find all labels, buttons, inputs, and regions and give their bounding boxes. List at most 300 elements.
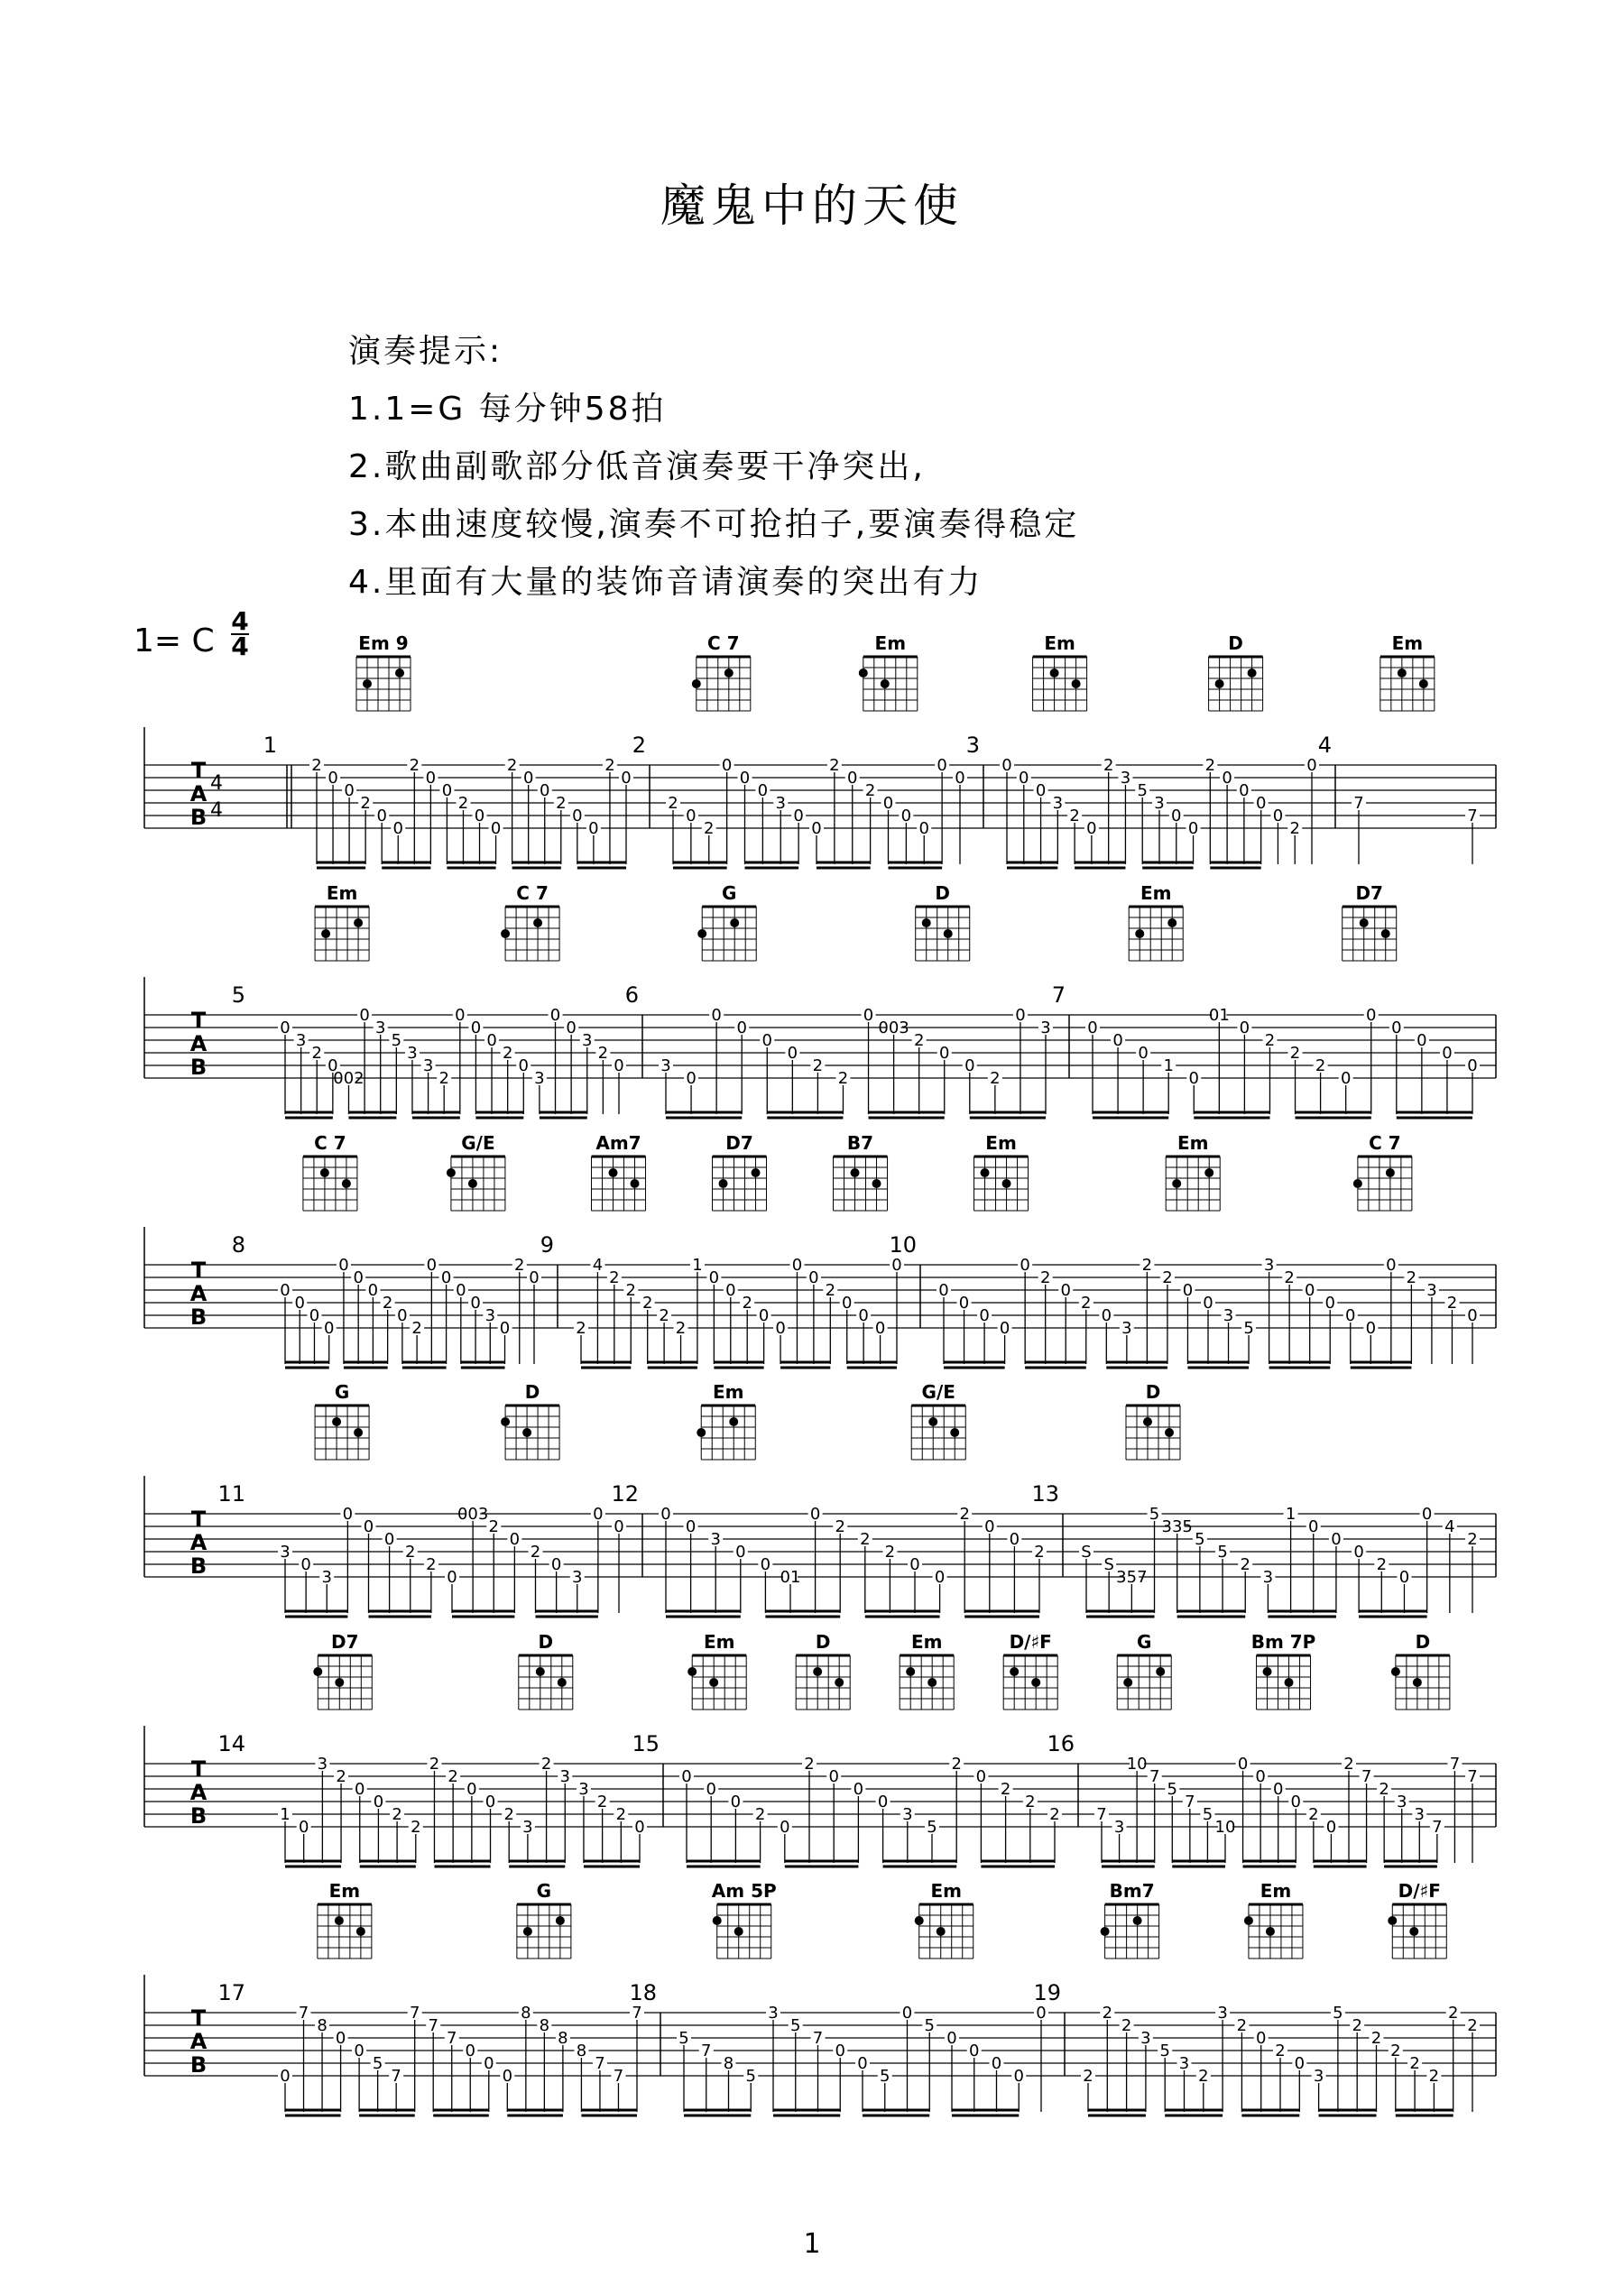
fret-number: 0 [300,1555,311,1574]
measure-number: 1 [263,733,277,758]
measure-number: 12 [611,1481,639,1507]
fret-number: 0 [811,819,822,838]
fret-number: 0 [309,1306,320,1325]
chord-finger-dot [709,1678,718,1687]
chord-name: D [1415,1631,1431,1653]
fret-number: 5 [790,2016,801,2035]
fret-number: 0 [509,1530,521,1549]
chord-finger-dot [354,918,363,927]
chord-diagram-grid [1388,1904,1446,1959]
fret-number: 0 [708,1268,720,1287]
chord-name: D [1145,1381,1161,1403]
fret-number: 0 [877,1793,889,1811]
fret-number: 2 [742,1294,752,1313]
chord-diagram-grid [501,1406,559,1460]
fret-number: 2 [488,1517,499,1536]
fret-number: 2 [837,1069,849,1088]
chord-diagram-grid [1353,1157,1412,1211]
chord-finger-dot [1165,1428,1174,1437]
chord-name: Em [910,1631,943,1653]
chord-diagram-grid [519,1655,573,1710]
fret-number: 0 [758,1306,770,1325]
chord-finger-dot [1072,679,1081,688]
tab-clef-letter: B [189,2052,208,2078]
fret-number: 0 [853,1780,864,1799]
fret-number: 0 [614,1056,624,1075]
fret-number: 0 [946,2029,957,2048]
fret-number: 5 [1149,1505,1160,1524]
fret-number: 0 [791,1256,803,1275]
fret-number: 0 [808,1268,819,1287]
chord-name: Em [1260,1880,1292,1902]
fret-number: 0 [359,1006,370,1025]
fret-number: 7 [701,2042,712,2060]
fret-number: 0 [1087,1018,1098,1037]
chord-diagram-grid [592,1157,646,1211]
measure-number: 14 [217,1731,245,1756]
fret-number: 2 [1198,2067,1209,2086]
chord-finger-dot [522,1428,531,1437]
tab-clef-letter: T [190,1507,207,1532]
chord-finger-dot [501,929,510,938]
fret-number: 0 [1009,1530,1020,1549]
tab-clef-letter: B [189,1803,208,1829]
fret-number: 0 [572,806,583,825]
chord-diagram-grid [713,1904,771,1959]
fret-number: 5 [1167,1780,1178,1799]
fret-number: 3 [902,1805,913,1824]
fret-number: 0 [1353,1543,1364,1562]
fret-number: 2 [804,1755,815,1774]
fret-number: 2 [884,1543,896,1562]
fret-number: 0 [706,1780,716,1799]
fret-number: 003 [457,1505,489,1524]
time-signature-top: 4 [231,606,249,636]
fret-number: 0 [1020,1256,1030,1275]
fret-number: 0 [335,2029,346,2048]
fret-number: 2 [625,1281,636,1300]
chord-name: D7 [331,1631,359,1653]
fret-number: 5 [927,1818,937,1837]
chord-name: D [524,1381,540,1403]
fret-number: 0 [809,1505,821,1524]
fret-number: 0 [367,1281,379,1300]
fret-number: 7 [595,2054,605,2073]
chord-diagram-grid [915,1904,973,1959]
fret-number: 2 [1141,1256,1153,1275]
fret-number: 0 [939,1044,950,1063]
fret-number: 7 [391,2067,401,2086]
fret-number: 2 [1081,1294,1092,1313]
chord-diagram-grid [974,1157,1029,1211]
fret-number: 5 [1202,1805,1213,1824]
fret-number: 7 [1149,1767,1160,1786]
fret-number: 1 [1163,1056,1174,1075]
chord-diagram-grid [1033,657,1087,711]
fret-number: 0 [828,1767,839,1786]
fret-number: 0 [440,1268,452,1287]
fret-number: 7 [428,2016,438,2035]
fret-number: 2 [502,1044,513,1063]
fret-number: 0 [529,1268,540,1287]
fret-number: 2 [754,1805,766,1824]
fret-number: 3 [1052,794,1064,813]
key-signature: 1= C [134,622,215,659]
chord-finger-dot [356,1927,365,1936]
fret-number: 7 [632,2004,642,2023]
fret-number: 2 [1284,1268,1295,1287]
fret-number: 0 [447,1568,457,1587]
fret-number: 2 [812,1056,824,1075]
chord-name: Bm 7P [1250,1631,1316,1653]
fret-number: 2 [457,794,469,813]
chord-name: D/♯F [1398,1880,1441,1902]
fret-number: 2 [438,1069,449,1088]
fret-number: 0 [328,769,338,788]
chord-name: Em [328,1880,361,1902]
fret-number: 0 [1187,819,1199,838]
chord-name: Bm7 [1109,1880,1155,1902]
chord-finger-dot [1409,1927,1418,1936]
fret-number: 3 [321,1568,332,1587]
fret-number: 3 [422,1056,434,1075]
fret-number: 2 [506,756,518,775]
measure-number: 16 [1047,1731,1075,1756]
measure-number: 8 [231,1232,245,1258]
fret-number: 3 [775,794,786,813]
chord-finger-dot [752,1168,761,1177]
chord-diagram-grid [1117,1655,1171,1710]
chord-name: Em [874,632,907,654]
fret-number: 0 [1467,1306,1478,1325]
fret-number: 5 [1195,1530,1205,1549]
fret-number: 0 [685,1517,697,1536]
fret-number: 0 [1036,2004,1047,2023]
chord-diagram-grid [1380,657,1435,711]
chord-diagram-grid [313,1655,372,1710]
fret-number: 7 [1449,1755,1461,1774]
fret-number: 2 [392,1805,402,1824]
fret-number: 0 [1398,1568,1410,1587]
note-item: 3.本曲速度较慢,演奏不可抢拍子,要演奏得稳定 [348,506,1080,543]
fret-number: 5 [1217,1543,1228,1562]
fret-number: 2 [1275,2042,1286,2060]
chord-finger-dot [730,918,739,927]
fret-number: 2 [1049,1805,1060,1824]
chord-name: Em 9 [358,632,409,654]
chord-finger-dot [1413,1678,1422,1687]
fret-number: 3 [1120,769,1131,788]
fret-number: 1 [692,1256,703,1275]
chord-diagram-grid [501,907,559,961]
measure-number: 17 [217,1980,245,2005]
chord-name: Em [1140,882,1172,904]
chord-diagram-grid [1257,1655,1311,1710]
chord-finger-dot [320,1168,329,1177]
fret-number: S [1081,1543,1092,1562]
fret-number: 003 [878,1018,909,1037]
fret-number: 0 [757,781,769,800]
time-signature-bottom: 4 [231,631,249,661]
fret-number: 2 [1204,756,1216,775]
fret-number: 0 [280,2067,291,2086]
fret-number: 0 [735,1543,746,1562]
fret-number: 0 [991,2054,1002,2073]
fret-number: 3 [317,1755,328,1774]
tab-clef-letter: T [190,1258,207,1283]
fret-number: 3 [1040,1018,1051,1037]
chord-name: G/E [921,1381,955,1403]
tab-clef-letter: A [189,1281,208,1306]
tab-clef-letter: A [189,1530,208,1555]
fret-number: 0 [1255,794,1267,813]
chord-finger-dot [536,1667,545,1676]
fret-number: 2 [1039,1268,1051,1287]
chord-name: Em [930,1880,962,1902]
chord-name: Em [712,1381,744,1403]
fret-number: 2 [336,1767,346,1786]
fret-number: 0 [465,2042,475,2060]
fret-number: 0 [353,1268,364,1287]
fret-number: 2 [1376,1555,1388,1574]
fret-number: 2 [503,1805,514,1824]
fret-number: 2 [576,1319,586,1338]
fret-number: 0 [1035,781,1047,800]
fret-number: 2 [596,1793,608,1811]
chord-diagram-grid [834,1157,888,1211]
fret-number: 0 [1086,819,1097,838]
tab-clef-letter: T [190,2005,207,2031]
fret-number: 2 [540,1755,552,1774]
fret-number: 0 [1171,806,1182,825]
fret-number: 7 [1467,1767,1478,1786]
fret-number: 0 [1015,1006,1026,1025]
fret-number: 5 [1333,2004,1343,2023]
chord-diagram-grid [1003,1655,1057,1710]
fret-number: 0 [858,1306,869,1325]
fret-number: 0 [681,1767,692,1786]
fret-number: 5 [1159,2042,1170,2060]
chord-finger-dot [872,1179,881,1188]
fret-number: 0 [484,2054,494,2073]
fret-number: 01 [1208,1006,1230,1025]
fret-number: 2 [429,1755,440,1774]
measure-number: 5 [231,982,245,1008]
chord-finger-dot [342,1179,351,1188]
fret-number: 0 [1255,2029,1267,2048]
chord-name: C 7 [314,1132,346,1154]
chord-finger-dot [1388,1916,1397,1925]
fret-number: 2 [659,1306,669,1325]
fret-number: 7 [1353,794,1364,813]
fret-number: 0 [376,806,387,825]
fret-number: 0 [975,1767,987,1786]
fret-number: 0 [373,1793,384,1811]
chord-finger-dot [1248,668,1257,677]
chord-finger-dot [1266,1927,1275,1936]
fret-number: 0 [1013,2067,1024,2086]
fret-number: 2 [1025,1793,1036,1811]
fret-number: 0 [761,1031,772,1050]
fret-number: 2 [951,1755,962,1774]
fret-number: 2 [556,794,567,813]
fret-number: 0 [298,1818,309,1837]
fret-number: 0 [1290,1793,1302,1811]
fret-number: 2 [1352,2016,1362,2035]
fret-number: 0 [891,1256,902,1275]
chord-finger-dot [713,1916,722,1925]
fret-number: 3 [1396,1793,1407,1811]
fret-number: 2 [641,1294,653,1313]
fret-number: 0 [323,1319,335,1338]
fret-number: 7 [1185,1793,1195,1811]
fret-number: 0 [328,1056,338,1075]
chord-name: D [1228,632,1243,654]
measure-number: 15 [632,1731,660,1756]
fret-number: 0 [1345,1306,1356,1325]
fret-number: 0 [1442,1044,1453,1063]
chord-finger-dot [851,1168,860,1177]
fret-number: 2 [1121,2016,1132,2035]
fret-number: 0 [909,1555,920,1574]
fret-number: 2 [1446,1294,1458,1313]
chord-finger-dot [1101,1927,1110,1936]
fret-number: 0 [874,1319,886,1338]
fret-number: 7 [447,2029,457,2048]
fret-number: 2 [409,756,420,775]
fret-number: 5 [372,2054,383,2073]
fret-number: 2 [1069,806,1080,825]
fret-number: 5 [745,2067,756,2086]
chord-name: Am 5P [711,1880,777,1902]
fret-number: 2 [1289,819,1300,838]
fret-number: 2 [597,1044,609,1063]
fret-number: 0 [593,1505,604,1524]
note-item: 2.歌曲副歌部分低音演奏要干净突出, [348,448,926,485]
chord-finger-dot [321,929,330,938]
fret-number: 002 [333,1069,364,1088]
chord-diagram-grid [697,907,756,961]
fret-number: 0 [775,1319,786,1338]
fret-number: 3 [484,1306,496,1325]
fret-number: 0 [901,2004,913,2023]
fret-number: 0 [490,819,502,838]
fret-number: 3 [660,1056,671,1075]
fret-number: 3 [407,1044,418,1063]
chord-finger-dot [468,1179,477,1188]
measure-number: 4 [1317,733,1332,758]
fret-number: 0 [280,1018,291,1037]
fret-number: 0 [760,1555,771,1574]
fret-number: 335 [1161,1517,1193,1536]
fret-number: 0 [1112,1031,1123,1050]
chord-name: Em [1044,632,1075,654]
song-title: 魔鬼中的天使 [660,180,964,232]
chord-name: Em [326,882,358,904]
fret-number: 0 [969,2042,980,2060]
chord-name: D/♯F [1009,1631,1052,1653]
fret-number: 3 [1263,1256,1275,1275]
fret-number: 0 [344,781,355,800]
fret-number: 8 [558,2029,568,2048]
fret-number: 0 [566,1018,577,1037]
fret-number: 3 [1140,2029,1151,2048]
fret-number: 2 [1000,1780,1011,1799]
fret-number: 0 [484,1793,496,1811]
fret-number: 0 [1237,1755,1249,1774]
chord-finger-dot [1419,679,1428,688]
fret-number: 0 [1182,1281,1194,1300]
fret-number: 2 [311,1044,322,1063]
fret-number: 0 [1467,1056,1478,1075]
chord-diagram-grid [1126,1406,1180,1460]
fret-number: 0 [1304,1281,1315,1300]
chord-finger-dot [981,1168,990,1177]
tab-clef-letter: B [189,805,208,830]
fret-number: 0 [1203,1294,1213,1313]
fret-number: 3 [1121,1319,1132,1338]
chord-finger-dot [1353,1179,1362,1188]
chord-finger-dot [813,1667,822,1676]
fret-number: 0 [280,1281,291,1300]
fret-number: 2 [405,1543,416,1562]
fret-number: 8 [723,2054,734,2073]
tab-clef-letter: A [189,2029,208,2054]
chord-finger-dot [558,1678,567,1687]
page-number: 1 [803,2228,821,2260]
fret-number: 0 [1272,1780,1284,1799]
fret-number: 0 [1416,1031,1427,1050]
measure-number: 3 [965,733,980,758]
tab-clef-letter: T [190,1756,207,1782]
fret-number: 1 [1285,1505,1296,1524]
chord-finger-dot [835,1678,844,1687]
fret-number: 0 [614,1517,624,1536]
fret-number: 5 [1243,1319,1254,1338]
fret-number: 7 [1467,806,1478,825]
fret-number: 3 [295,1031,307,1050]
fret-number: 0 [634,1818,645,1837]
fret-number: 2 [825,1281,836,1300]
chord-diagram-grid [1129,907,1183,961]
fret-number: 0 [938,1281,949,1300]
chord-finger-dot [697,929,706,938]
fret-number: 0 [1255,1767,1266,1786]
fret-number: 0 [466,1780,477,1799]
fret-number: 0 [1421,1505,1433,1524]
fret-number: 7 [298,2004,309,2023]
chord-finger-dot [363,679,372,688]
chord-name: B7 [846,1132,874,1154]
chord-finger-dot [1031,1678,1040,1687]
fret-number: 2 [1343,1755,1354,1774]
fret-number: 5 [880,2067,890,2086]
chord-finger-dot [928,1417,937,1426]
chord-finger-dot [729,1417,738,1426]
fret-number: 0 [294,1294,305,1313]
fret-number: 0 [518,1056,530,1075]
chord-finger-dot [1050,668,1059,677]
chord-diagram-grid [1209,657,1263,711]
chord-diagram-grid [315,1406,369,1460]
chord-finger-dot [1263,1667,1272,1676]
fret-number: 0 [363,1517,374,1536]
fret-number: 2 [360,794,371,813]
chord-finger-dot [687,1667,697,1676]
tab-clef-letter: A [189,1780,208,1805]
chord-finger-dot [950,1428,959,1437]
measure-number: 13 [1031,1481,1059,1507]
